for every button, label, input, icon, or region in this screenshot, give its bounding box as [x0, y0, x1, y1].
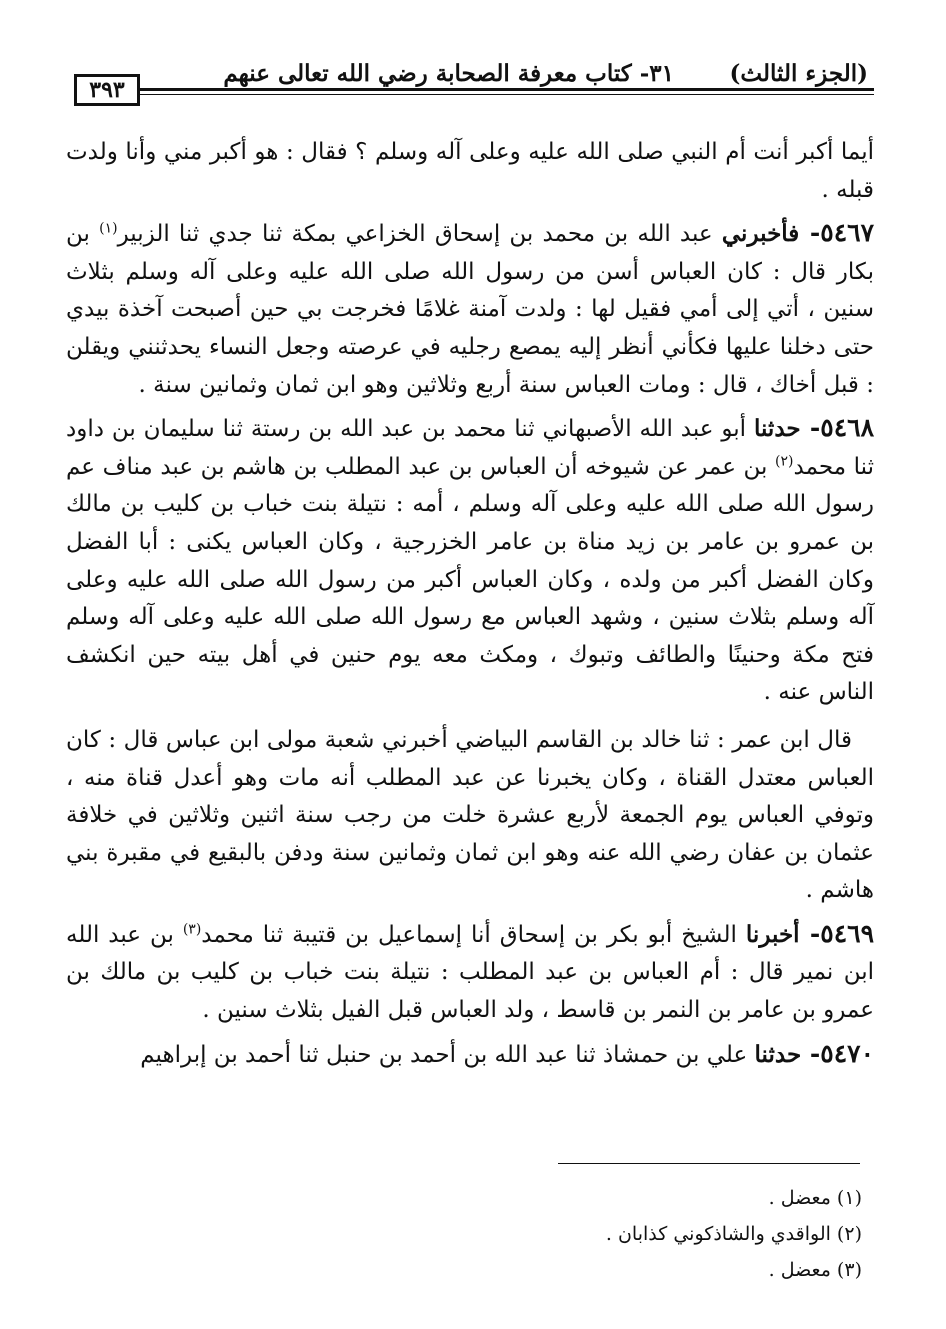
main-text	[66, 134, 874, 1079]
paragraph-5468	[66, 409, 874, 712]
footnote-ref-1: (١)	[99, 220, 118, 237]
hadith-number: ٥٤٦٧-	[799, 218, 875, 248]
header-rule-thick	[140, 88, 874, 91]
footnote-3: (٣) معضل .	[768, 1259, 862, 1281]
volume-part: (الجزء الثالث)	[729, 60, 868, 87]
footnote-separator	[558, 1163, 860, 1164]
paragraph-text-cont: بن بكار قال : كان العباس أسن من رسول الله صلى الله عليه وعلى آله وسلم بثلاث سنين ، أتي إلى أمي فقيل لها : ولدت آمنة غلامًا فخرجت بي حين أصبحت آخذة بيدي حتى دخلنا عليها فكأني أنظر إليه يمصع رجليه في عرصته وجعل النساء يحدثنني ويقلن : قبل أخاك ، قال : ومات العباس سنة أربع وثلاثين وهو ابن ثمان وثمانين سنة .	[66, 221, 875, 398]
narration-keyword: أخبرنا	[745, 920, 800, 948]
footnote-ref-3: (٣)	[182, 921, 202, 938]
paragraph-text: علي بن حمشاذ ثنا عبد الله بن أحمد بن حنبل ثنا أحمد بن إبراهيم	[140, 1041, 755, 1068]
page-number: ٣٩٣	[74, 74, 140, 106]
paragraph-0-text: أيما أكبر أنت أم النبي صلى الله عليه وعلى آله وسلم ؟ فقال : هو أكبر مني وأنا ولدت قبله .	[66, 139, 874, 203]
hadith-number: ٥٤٧٠-	[801, 1038, 874, 1068]
paragraph-5467	[66, 214, 874, 404]
paragraph-5469	[66, 915, 874, 1030]
book-chapter-title: ٣١- كتاب معرفة الصحابة رضي الله تعالى عنهم	[223, 60, 674, 87]
footnote-1: (١) معضل .	[768, 1187, 862, 1209]
paragraph-text: الشيخ أبو بكر بن إسحاق أنا إسماعيل بن قتيبة ثنا محمد	[201, 921, 746, 948]
narration-keyword: حدثنا	[754, 1040, 802, 1068]
hadith-number: ٥٤٦٨-	[800, 413, 874, 443]
paragraph-ibn-umar	[66, 722, 874, 910]
footnotes	[362, 1180, 862, 1288]
hadith-number: ٥٤٦٩-	[799, 918, 874, 948]
paragraph-text-cont: بن عبد الله ابن نمير قال : أم العباس بن عبد المطلب : نتيلة بنت خباب بن كليب بن مالك بن عمرو بن عامر بن النمر بن قاسط ، ولد العباس قبل الفيل بثلاث سنين .	[66, 921, 874, 1024]
paragraph-text: قال ابن عمر : ثنا خالد بن القاسم البياضي أخبرني شعبة مولى ابن عباس قال : كان العباس معتدل القناة ، وكان يخبرنا عن عبد المطلب أنه مات وهو أعدل قناة منه ، وتوفي العباس يوم الجمعة لأربع عشرة خلت من رجب سنة اثنين وثلاثين في خلافة عثمان بن عفان رضي الله عنه وهو ابن ثمان وثمانين سنة ودفن بالبقيع في مقبرة بني هاشم .	[66, 726, 874, 904]
page-header	[62, 58, 874, 108]
footnote-2: (٢) الواقدي والشاذكوني كذابان .	[605, 1223, 862, 1245]
paragraph-text: أبو عبد الله الأصبهاني ثنا محمد بن عبد الله بن رستة ثنا سليمان بن داود ثنا محمد	[66, 416, 874, 480]
narration-keyword: حدثنا	[753, 415, 801, 443]
paragraph-0	[66, 134, 874, 209]
paragraph-text: عبد الله بن محمد بن إسحاق الخزاعي بمكة ثنا جدي ثنا الزبير	[117, 221, 722, 248]
paragraph-5470	[66, 1035, 874, 1075]
footnote-ref-2: (٢)	[775, 453, 794, 470]
header-rule-thin	[140, 94, 874, 95]
paragraph-text-cont: بن عمر عن شيوخه أن العباس بن عبد المطلب بن هاشم بن عبد مناف عم رسول الله صلى الله عليه وعلى آله وسلم ، أمه : نتيلة بنت خباب بن كليب بن مالك بن عمرو بن عامر بن زيد مناة بن عامر الخزرجية ، وكان العباس يكنى : أبا الفضل وكان الفضل أكبر من ولده ، وكان العباس أكبر من رسول الله صلى الله عليه وعلى آله وسلم بثلاث سنين ، وشهد العباس مع رسول الله صلى الله عليه وعلى آله وسلم فتح مكة وحنينًا والطائف وتبوك ، ومكث معه يوم حنين في أهل بيته حين انكشف الناس عنه .	[66, 453, 874, 706]
narration-keyword: فأخبرني	[721, 220, 800, 248]
